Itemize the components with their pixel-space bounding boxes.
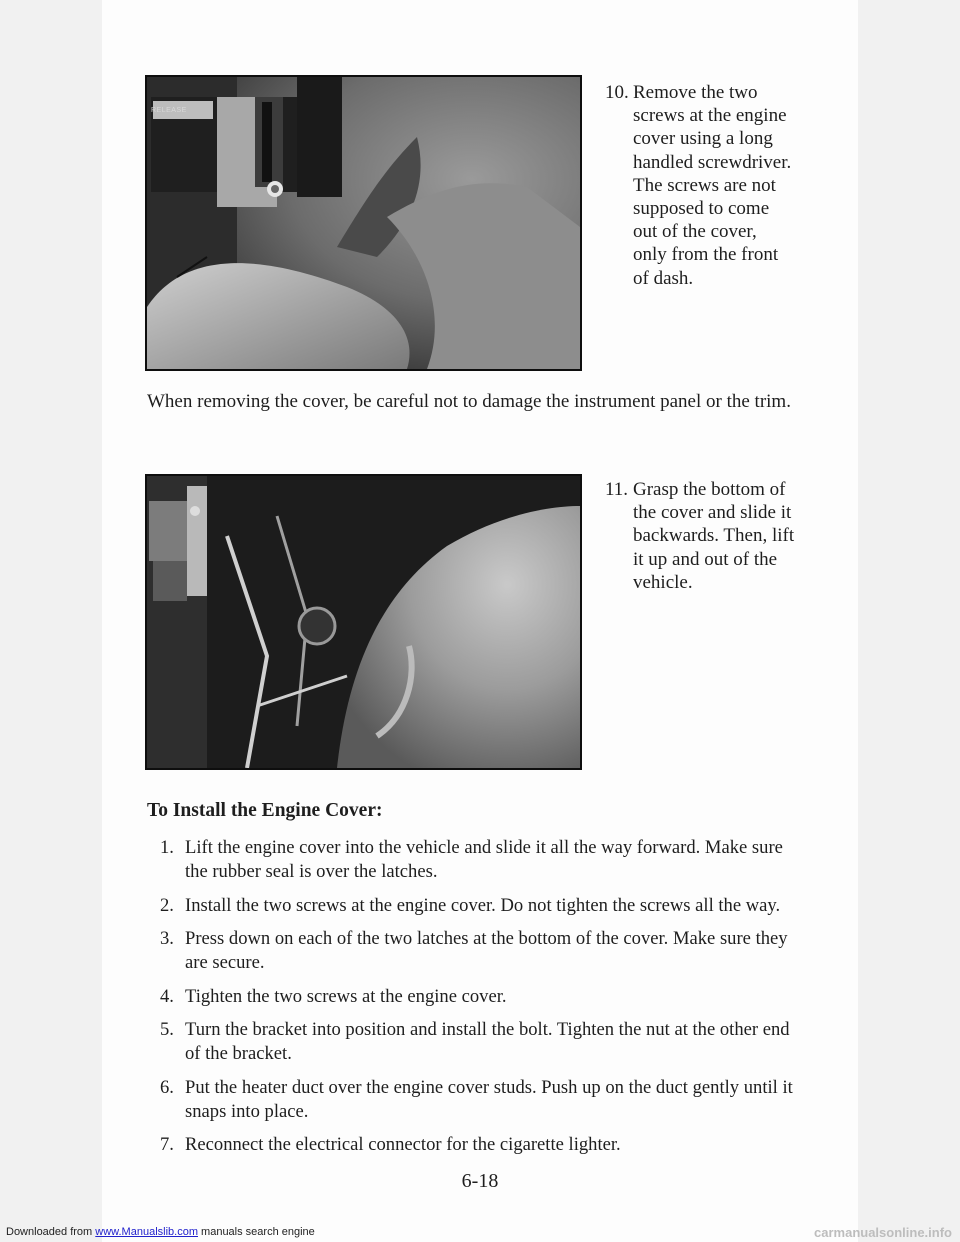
download-footer <box>0 1224 960 1242</box>
list-item: 4. Tighten the two screws at the engine cover. <box>160 985 507 1007</box>
list-item: 2. Install the two screws at the engine cover. Do not tighten the screws all the way. <box>160 894 781 916</box>
list-item: 3. Press down on each of the two latches at the bottom of the cover. Make sure they are secure. <box>160 928 788 973</box>
install-steps-list <box>160 836 800 1167</box>
footer-source: Downloaded from www.Manualslib.com manuals search engine <box>6 1226 315 1238</box>
install-section-heading: To Install the Engine Cover: <box>147 800 383 821</box>
install-step-text: Tighten the two screws at the engine cover. <box>185 985 507 1007</box>
list-item: 1. Lift the engine cover into the vehicle and slide it all the way forward. Make sure the rubber seal is over the latches. <box>160 837 783 882</box>
list-item: 6. Put the heater duct over the engine cover studs. Push up on the duct gently until it snaps into place. <box>160 1076 793 1122</box>
list-item: 5. Turn the bracket into position and install the bolt. Tighten the nut at the other end of the bracket. <box>160 1019 790 1064</box>
install-step-text: Turn the bracket into position and install the bolt. Tighten the nut at the other end of the bracket. <box>185 1019 790 1064</box>
step-10-text: Remove the two screws at the engine cover using a long handled screwdriver. The screws are not supposed to come out of the cover, only from the front of dash. <box>633 82 792 289</box>
step-11-text: Grasp the bottom of the cover and slide it backwards. Then, lift it up and out of the vehicle. <box>633 479 795 593</box>
engine-cover-screws-photo <box>145 75 582 371</box>
removal-caution-note: When removing the cover, be careful not to damage the instrument panel or the trim. <box>147 391 791 412</box>
step-11 <box>605 478 795 594</box>
step-10-number: 10. <box>605 82 629 103</box>
install-step-text: Reconnect the electrical connector for the cigarette lighter. <box>185 1134 621 1155</box>
step-11-number: 11. <box>605 479 629 500</box>
photo-release-label: RELEASE <box>151 107 187 114</box>
step-10 <box>605 81 795 290</box>
install-step-text: Install the two screws at the engine cover. Do not tighten the screws all the way. <box>185 894 781 916</box>
install-step-text: Press down on each of the two latches at the bottom of the cover. Make sure they are secure. <box>185 928 788 973</box>
photo-illustration <box>147 476 580 768</box>
list-item: 7. Reconnect the electrical connector for the cigarette lighter. <box>160 1134 621 1155</box>
watermark: carmanualsonline.info <box>814 1225 952 1240</box>
install-step-text: Lift the engine cover into the vehicle and slide it all the way forward. Make sure the rubber seal is over the latches. <box>185 837 783 882</box>
install-step-text: Put the heater duct over the engine cover studs. Push up on the duct gently until it snaps into place. <box>185 1076 793 1122</box>
engine-cover-removal-photo <box>145 474 582 770</box>
manualslib-link[interactable]: www.Manualslib.com <box>95 1226 198 1238</box>
photo-illustration <box>147 77 580 369</box>
page-number: 6-18 <box>461 1170 499 1192</box>
